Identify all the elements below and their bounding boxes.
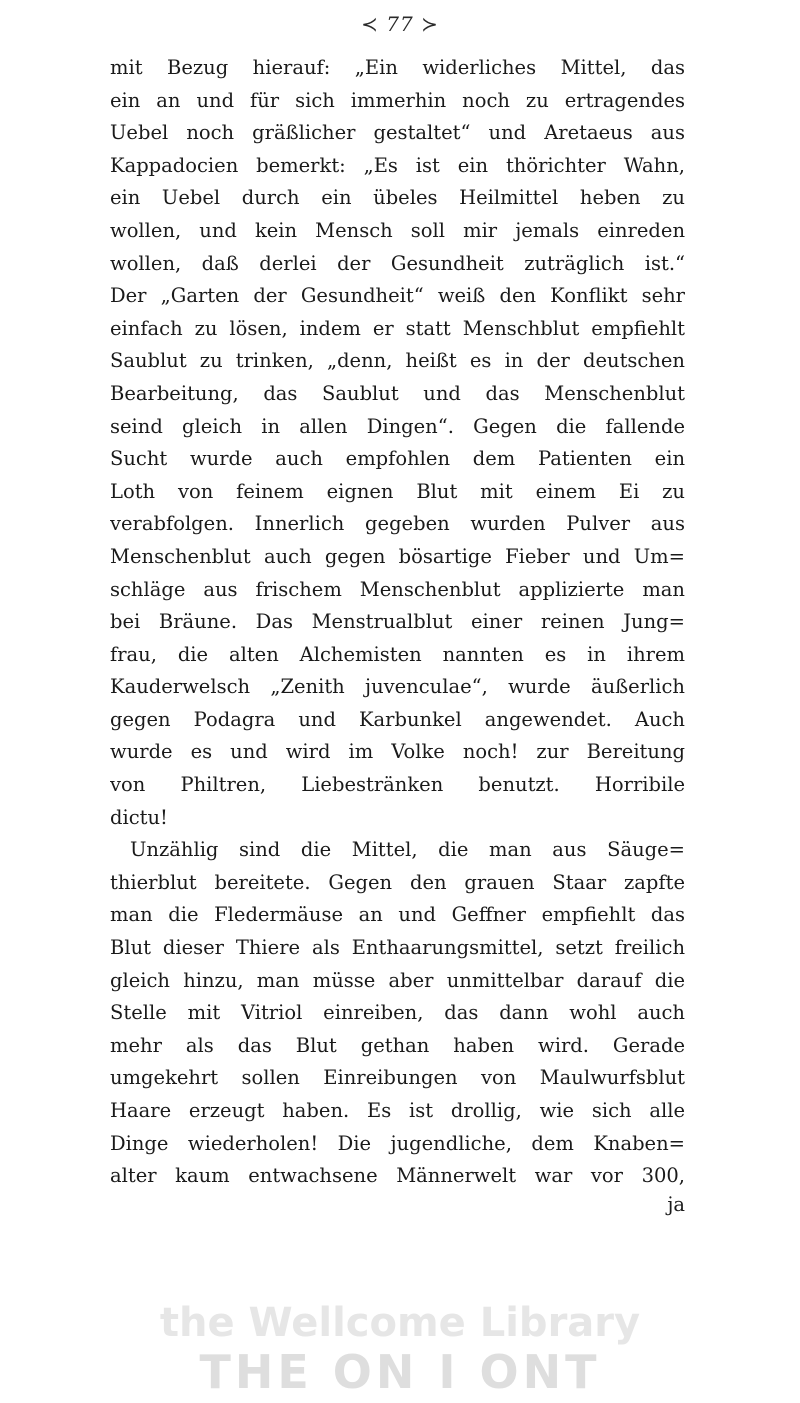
header-ornament-left: ≺ bbox=[361, 12, 379, 36]
text-line: Menschenblut auch gegen bösartige Fieber und Um= bbox=[110, 544, 685, 568]
text-line: wurde es und wird im Volke noch! zur Bereitung bbox=[110, 740, 685, 764]
text-line: Haare erzeugt haben. Es ist drollig, wie sich alle bbox=[110, 1099, 685, 1122]
text-line: Stelle mit Vitriol einreiben, das dann wohl auch bbox=[110, 1001, 685, 1025]
text-line: seind gleich in allen Dingen“. Gegen die fallende bbox=[110, 414, 685, 438]
text-line: Dinge wiederholen! Die jugendliche, dem Knaben= bbox=[110, 1131, 685, 1155]
page-number: 77 bbox=[386, 12, 414, 36]
text-line: ein an und für sich immerhin noch zu ertragendes bbox=[110, 88, 685, 112]
text-line: Loth von feinem eignen Blut mit einem Ei zu bbox=[110, 479, 685, 503]
text-body bbox=[110, 52, 685, 1217]
text-line: ein Uebel durch ein übeles Heilmittel heben zu bbox=[110, 186, 685, 210]
text-line: bei Bräune. Das Menstrualblut einer reinen Jung= bbox=[110, 610, 685, 634]
text-line: mit Bezug hierauf: „Ein widerliches Mittel, das bbox=[110, 56, 685, 79]
text-line: alter kaum entwachsene Männerwelt war vor 300, bbox=[110, 1164, 685, 1188]
text-line: Bearbeitung, das Saublut und das Menschenblut bbox=[110, 381, 685, 405]
text-line: frau, die alten Alchemisten nannten es in ihrem bbox=[110, 642, 685, 666]
header-ornament-right: ≻ bbox=[421, 12, 439, 36]
text-line: verabfolgen. Innerlich gegeben wurden Pulver aus bbox=[110, 512, 685, 536]
text-line: mehr als das Blut gethan haben wird. Gerade bbox=[110, 1033, 685, 1057]
text-line: wollen, daß derlei der Gesundheit zuträglich ist.“ bbox=[110, 251, 685, 275]
text-line: wollen, und kein Mensch soll mir jemals einreden bbox=[110, 218, 685, 242]
catchword: ja bbox=[667, 1192, 685, 1216]
text-line: gegen Podagra und Karbunkel angewendet. Auch bbox=[110, 707, 685, 731]
library-watermark: the Wellcome Library bbox=[159, 1300, 641, 1346]
text-line: Kappadocien bemerkt: „Es ist ein thörichter Wahn, bbox=[110, 153, 685, 177]
text-line: Unzählig sind die Mittel, die man aus Säuge= bbox=[130, 838, 685, 862]
text-line: schläge aus frischem Menschenblut applizierte man bbox=[110, 577, 685, 601]
library-watermark-lower: THE ON I ONT bbox=[199, 1345, 601, 1399]
text-line: umgekehrt sollen Einreibungen von Maulwurfsblut bbox=[110, 1066, 685, 1090]
text-line: thierblut bereitete. Gegen den grauen Staar zapfte bbox=[110, 870, 685, 894]
text-line: Blut dieser Thiere als Enthaarungsmittel, setzt freilich bbox=[110, 936, 685, 960]
text-line: gleich hinzu, man müsse aber unmittelbar darauf die bbox=[110, 968, 685, 992]
text-line: dictu! bbox=[110, 805, 168, 829]
text-line: Der „Garten der Gesundheit“ weiß den Konflikt sehr bbox=[110, 284, 685, 308]
text-line: Sucht wurde auch empfohlen dem Patienten ein bbox=[110, 447, 685, 471]
text-line: Uebel noch gräßlicher gestaltet“ und Aretaeus aus bbox=[110, 121, 685, 145]
page-header bbox=[0, 12, 800, 36]
text-line: einfach zu lösen, indem er statt Menschblut empfiehlt bbox=[110, 316, 685, 340]
text-line: von Philtren, Liebestränken benutzt. Horribile bbox=[110, 773, 685, 797]
text-line: man die Fledermäuse an und Geffner empfiehlt das bbox=[110, 903, 685, 927]
text-line: Saublut zu trinken, „denn, heißt es in der deutschen bbox=[110, 349, 685, 373]
text-line: Kauderwelsch „Zenith juvenculae“, wurde äußerlich bbox=[110, 675, 685, 699]
